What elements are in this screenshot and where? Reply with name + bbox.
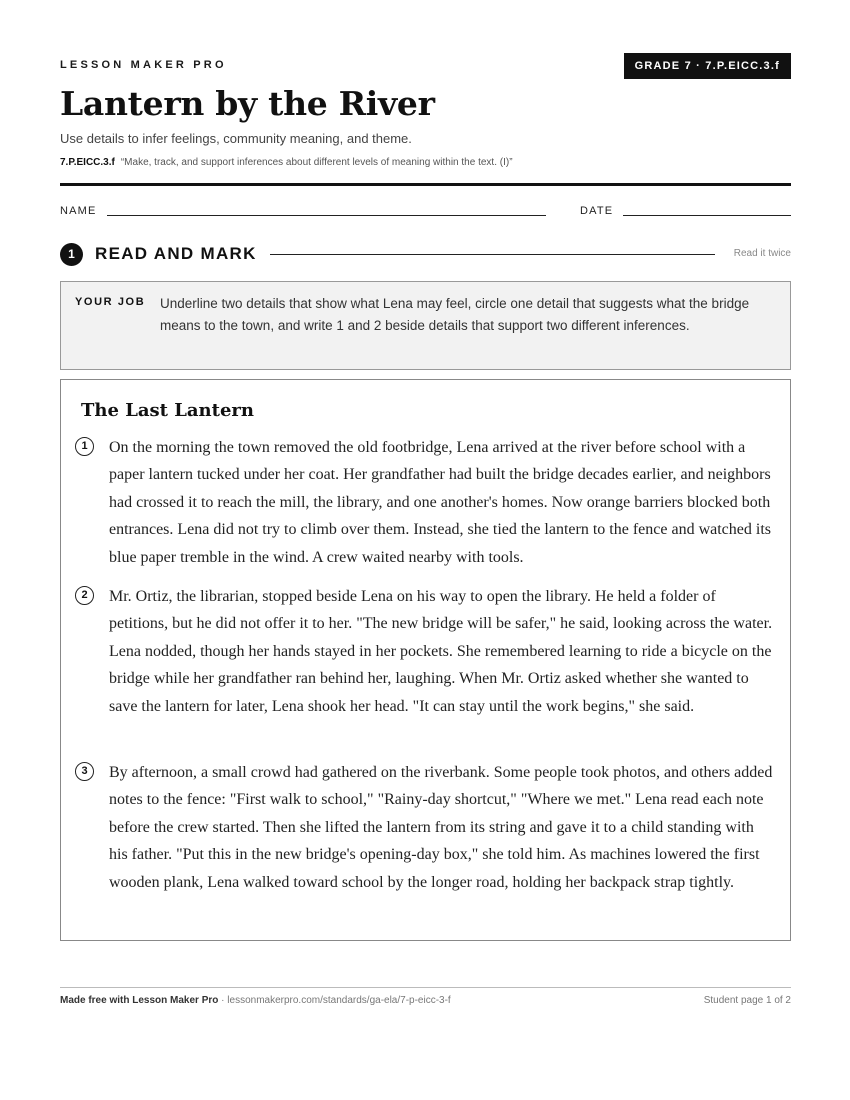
paragraph-number-badge: 2 <box>75 586 94 605</box>
standard-code: 7.P.EICC.3.f <box>60 157 115 168</box>
footer-url[interactable]: lessonmakerpro.com/standards/ga-ela/7-p-eicc-3-f <box>227 995 451 1006</box>
section-divider <box>270 254 715 255</box>
date-label: DATE <box>580 205 614 217</box>
name-label: NAME <box>60 205 97 217</box>
grade-badge: GRADE 7 · 7.P.EICC.3.f <box>624 53 791 79</box>
footer-divider <box>60 987 791 988</box>
passage-title: The Last Lantern <box>81 400 254 421</box>
job-label: YOUR JOB <box>75 296 146 308</box>
job-text: Underline two details that show what Lena may feel, circle one detail that suggests what the bridge means to the town, and write 1 and 2 beside details that support two different inferences. <box>160 296 750 333</box>
standard-text: “Make, track, and support inferences about different levels of meaning within the text. (I)” <box>120 157 513 168</box>
paragraph-number-badge: 3 <box>75 762 94 781</box>
date-field[interactable] <box>623 215 791 216</box>
header-divider <box>60 183 791 186</box>
brand-name: LESSON MAKER PRO <box>60 59 227 71</box>
section-number-badge: 1 <box>60 243 83 266</box>
section-title: READ AND MARK <box>95 244 257 263</box>
page-subtitle: Use details to infer feelings, community meaning, and theme. <box>60 131 412 146</box>
passage-box <box>60 379 791 941</box>
footer-separator: · <box>218 995 228 1006</box>
footer-credit <box>60 995 451 1006</box>
page-title: Lantern by the River <box>60 84 435 123</box>
paragraph-number-badge: 1 <box>75 437 94 456</box>
name-field[interactable] <box>107 215 546 216</box>
paragraph-text: Mr. Ortiz, the librarian, stopped beside Lena on his way to open the library. He held a folder of petitions, but he did not offer it to her. "The new bridge will be safer," he said, looking across the water. Lena nodded, though her hands stayed in her pockets. She remembered learning to ride a bicycle on the bridge while her grandfather ran behind her, laughing. When Mr. Ortiz asked whether she wanted to save the lantern for later, Lena shook her head. "It can stay until the work begins," she said. <box>109 588 773 715</box>
section-hint: Read it twice <box>733 248 791 259</box>
footer-page-number: Student page 1 of 2 <box>703 995 791 1006</box>
standard-line <box>60 157 513 168</box>
footer-brand: Made free with Lesson Maker Pro <box>60 995 219 1006</box>
paragraph-text: On the morning the town removed the old footbridge, Lena arrived at the river before school with a paper lantern tucked under her coat. Her grandfather had built the bridge decades earlier, and neighbors had crossed it to reach the mill, the library, and one another's homes. Now orange barriers blocked both entrances. Lena did not try to climb over them. Instead, she tied the lantern to the fence and watched its blue paper tremble in the wind. A crew waited nearby with tools. <box>109 439 771 566</box>
paragraph-text: By afternoon, a small crowd had gathered on the riverbank. Some people took photos, and others added notes to the fence: "First walk to school," "Rainy-day shortcut," "Where we met." Lena read each note before the crew started. Then she lifted the lantern from its string and gave it to a child standing with his father. "Put this in the new bridge's opening-day box," she told him. As machines lowered the first wooden plank, Lena walked toward school by the longer road, holding her backpack strap tightly. <box>109 764 773 891</box>
job-instructions-box <box>60 281 791 370</box>
